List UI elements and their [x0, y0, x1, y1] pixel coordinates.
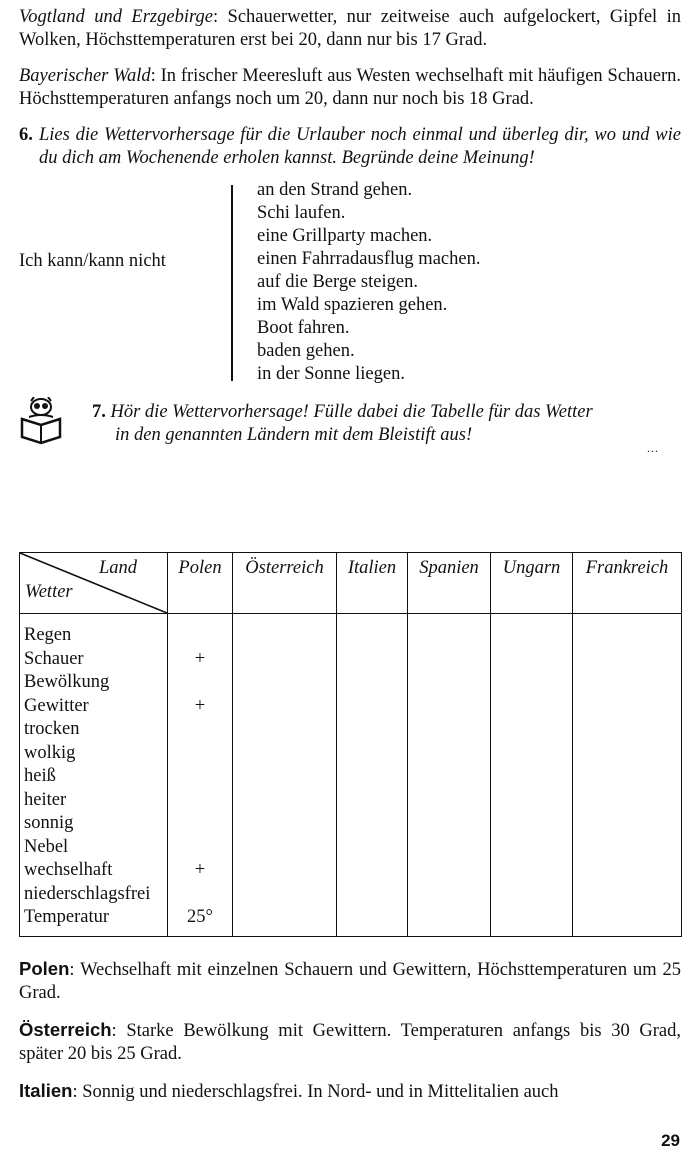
- polen-column-cell[interactable]: [168, 614, 233, 937]
- list-item: auf die Berge steigen.: [257, 272, 418, 292]
- country-name: Polen: [19, 958, 70, 979]
- list-item: eine Grillparty machen.: [257, 226, 433, 246]
- column-header: Frankreich: [573, 553, 682, 614]
- table-cell-mark: [168, 883, 232, 907]
- table-cell-mark: [168, 812, 232, 836]
- forecast-text: Wechselhaft mit einzelnen Schauern und Gewittern, Höchsttemperaturen um 25 Grad.: [19, 960, 682, 1003]
- table-cell-mark: [168, 671, 232, 695]
- weather-label: trocken: [24, 719, 80, 739]
- weather-label: Schauer: [24, 648, 84, 669]
- weather-label: wechselhaft: [24, 860, 113, 880]
- ellipsis: ...: [647, 441, 659, 455]
- table-cell-mark: [168, 765, 232, 789]
- weather-label: heiß: [24, 766, 56, 786]
- ungarn-column-cell[interactable]: [491, 614, 573, 937]
- column-axis-label: Land: [98, 558, 137, 578]
- task-6-instruction: [19, 124, 681, 170]
- column-header: Polen: [168, 553, 233, 614]
- task-text-line-2: in den genannten Ländern mit dem Bleistift aus!: [115, 425, 473, 445]
- column-header: Italien: [337, 553, 408, 614]
- italien-column-cell[interactable]: [337, 614, 408, 937]
- table-corner-cell: [20, 553, 168, 614]
- forecast-paragraph: Italien: Sonnig und niederschlagsfrei. In Nord- und in Mittelitalien auch: [19, 1080, 559, 1102]
- weather-label: Temperatur: [24, 907, 109, 927]
- weather-label: heiter: [24, 789, 67, 810]
- weather-label: Bewölkung: [24, 672, 110, 692]
- activity-stem: Ich kann/kann nicht: [19, 251, 166, 271]
- table-cell-mark: [168, 789, 232, 813]
- forecast-text: Sonnig und niederschlagsfrei. In Nord- und in Mittelitalien auch: [82, 1082, 559, 1102]
- forecast-texts: [19, 957, 681, 1104]
- list-item: baden gehen.: [257, 341, 355, 361]
- list-item: einen Fahrradausflug machen.: [257, 249, 481, 269]
- row-axis-label: Wetter: [25, 582, 73, 602]
- column-header: Ungarn: [491, 553, 573, 614]
- spanien-column-cell[interactable]: [408, 614, 491, 937]
- country-name: Italien: [19, 1080, 73, 1101]
- region-text: Schauerwetter, nur zeitweise auch aufgelockert, Gipfel in Wolken, Höchsttemperaturen erst bei 20, dann nur bis 17 Grad.: [19, 7, 681, 50]
- weather-label: wolkig: [24, 742, 76, 763]
- weather-label: niederschlagsfrei: [24, 883, 151, 904]
- page-content: [19, 6, 681, 457]
- activity-selector: [19, 179, 681, 387]
- region-name: Bayerischer Wald: [19, 66, 151, 86]
- task-text-line-1: Hör die Wettervorhersage! Fülle dabei die Tabelle für das Wetter: [110, 402, 593, 422]
- table-cell-mark: [168, 836, 232, 860]
- table-cell-mark: [168, 624, 232, 648]
- forecast-paragraph: Polen: Wechselhaft mit einzelnen Schauern und Gewittern, Höchsttemperaturen um 25 Grad.: [19, 958, 682, 1003]
- table-cell-mark: +: [194, 695, 206, 716]
- weather-label: sonnig: [24, 813, 74, 833]
- weather-table: [19, 552, 682, 937]
- column-header: Spanien: [408, 553, 491, 614]
- divider: [231, 185, 233, 381]
- forecast-text: Starke Bewölkung mit Gewittern. Temperaturen anfangs bis 30 Grad, später 20 bis 25 Grad.: [19, 1021, 681, 1064]
- weather-label: Nebel: [24, 836, 69, 857]
- country-name: Österreich: [19, 1019, 112, 1040]
- list-item: Boot fahren.: [257, 318, 350, 338]
- table-cell-mark: +: [194, 860, 206, 880]
- table-cell-mark: [168, 742, 232, 766]
- table-cell-mark: [168, 718, 232, 742]
- list-item: in der Sonne liegen.: [257, 364, 405, 384]
- weather-label: Regen: [24, 625, 72, 645]
- oesterreich-column-cell[interactable]: [233, 614, 337, 937]
- page-number: 29: [661, 1131, 680, 1150]
- region-paragraph: Bayerischer Wald: In frischer Meeresluft aus Westen wechselhaft mit häufigen Schauern. Höchsttemperaturen anfangs noch um 20, dann nur noch bis 18 Grad.: [19, 66, 681, 109]
- frankreich-column-cell[interactable]: [573, 614, 682, 937]
- table-cell-mark: 25°: [187, 907, 213, 927]
- task-number: 6.: [19, 125, 33, 145]
- table-cell-mark: +: [194, 648, 206, 669]
- region-text: In frischer Meeresluft aus Westen wechselhaft mit häufigen Schauern. Höchsttemperaturen anfangs noch um 20, dann nur noch bis 18 Grad.: [19, 66, 681, 109]
- list-item: Schi laufen.: [257, 203, 346, 223]
- list-item: im Wald spazieren gehen.: [257, 295, 448, 315]
- owl-reading-icon: [19, 397, 63, 445]
- weather-labels-cell: [20, 614, 168, 937]
- forecast-paragraph: Österreich: Starke Bewölkung mit Gewittern. Temperaturen anfangs bis 30 Grad, später 20 bis 25 Grad.: [19, 1019, 681, 1064]
- list-item: an den Strand gehen.: [257, 180, 413, 200]
- task-text: Lies die Wettervorhersage für die Urlauber noch einmal und überleg dir, wo und wie du dich am Wochenende erholen kannst. Begründe deine Meinung!: [39, 125, 681, 168]
- task-number: 7.: [92, 402, 106, 422]
- region-paragraph: Vogtland und Erzgebirge: Schauerwetter, nur zeitweise auch aufgelockert, Gipfel in Wolken, Höchsttemperaturen erst bei 20, dann nur bis 17 Grad.: [19, 7, 681, 50]
- column-header: Österreich: [233, 553, 337, 614]
- task-7-instruction: [19, 397, 681, 457]
- activity-list: [257, 179, 480, 386]
- weather-label: Gewitter: [24, 695, 89, 716]
- region-name: Vogtland und Erzgebirge: [19, 7, 213, 27]
